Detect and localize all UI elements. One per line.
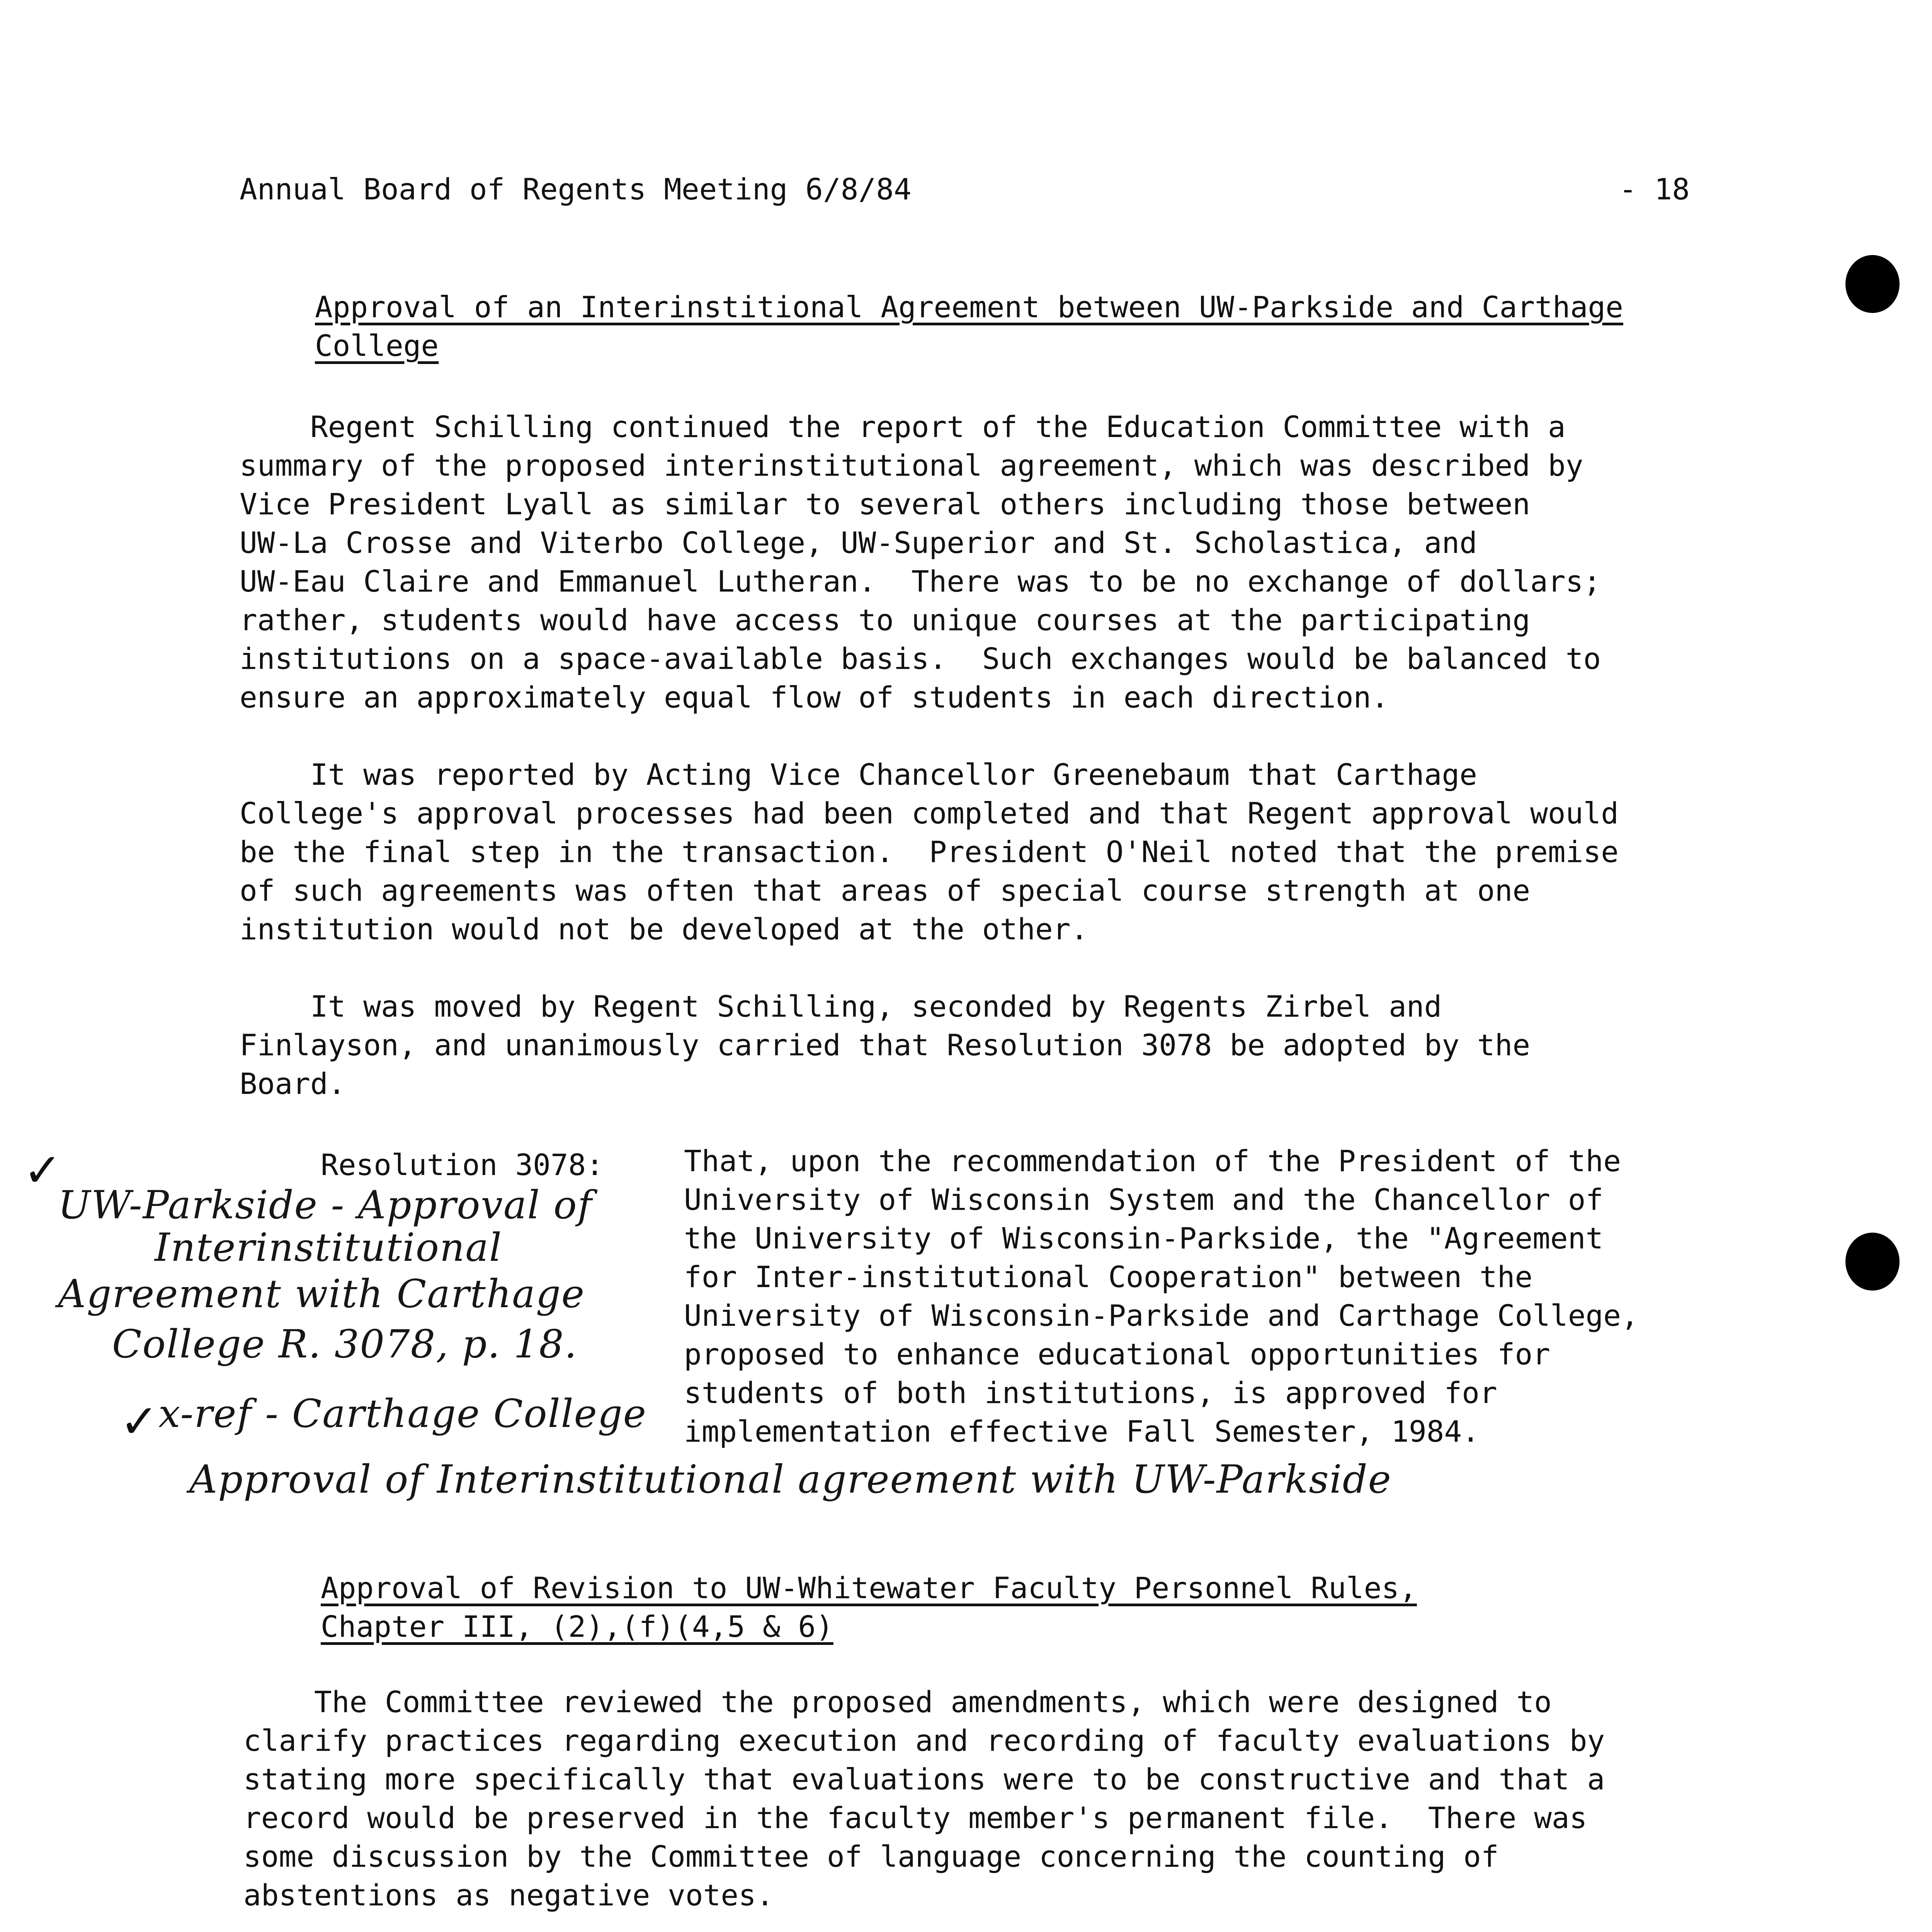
resolution-3078-line: University of Wisconsin-Parkside and Carthage College,: [684, 1298, 1639, 1333]
s1-para1-line: UW-Eau Claire and Emmanuel Lutheran. There was to be no exchange of dollars;: [240, 564, 1601, 599]
section2-heading-line2: Chapter III, (2),(f)(4,5 & 6): [321, 1609, 833, 1644]
handwritten-cross-ref-detail: Approval of Interinstitutional agreement with UW-Parkside: [189, 1457, 1392, 1502]
s2-para1-line: some discussion by the Committee of language concerning the counting of: [243, 1839, 1499, 1874]
s1-para3-line: Board.: [240, 1066, 346, 1101]
s1-para1-line: Regent Schilling continued the report of the Education Committee with a: [240, 410, 1566, 444]
s1-para1-line: institutions on a space-available basis. Such exchanges would be balanced to: [240, 641, 1601, 676]
handwritten-index-line: Agreement with Carthage: [58, 1271, 585, 1316]
s2-para1-line: abstentions as negative votes.: [243, 1878, 774, 1912]
section1-heading-line1: Approval of an Interinstitional Agreement between UW-Parkside and Carthage: [315, 290, 1623, 324]
resolution-3078-line: for Inter-institutional Cooperation" between the: [684, 1260, 1533, 1294]
s1-para1-line: UW-La Crosse and Viterbo College, UW-Superior and St. Scholastica, and: [240, 526, 1477, 560]
s2-para1-line: The Committee reviewed the proposed amendments, which were designed to: [243, 1685, 1552, 1719]
resolution-3078-line: students of both institutions, is approved for: [684, 1376, 1497, 1410]
resolution-3078-label: Resolution 3078:: [321, 1148, 604, 1182]
s1-para2-line: of such agreements was often that areas of special course strength at one: [240, 873, 1531, 908]
s1-para2-line: College's approval processes had been completed and that Regent approval would: [240, 796, 1619, 830]
s1-para1-line: ensure an approximately equal flow of students in each direction.: [240, 680, 1389, 714]
page-header-title: Annual Board of Regents Meeting 6/8/84: [240, 172, 912, 206]
s2-para1-line: clarify practices regarding execution and recording of faculty evaluations by: [243, 1723, 1605, 1758]
s1-para1-line: rather, students would have access to unique courses at the participating: [240, 603, 1531, 637]
s1-para2-line: It was reported by Acting Vice Chancellor Greenebaum that Carthage: [240, 757, 1477, 792]
s1-para2-line: institution would not be developed at the other.: [240, 912, 1088, 946]
handwritten-index-line: College R. 3078, p. 18.: [112, 1321, 578, 1367]
punch-hole-top: [1845, 255, 1900, 313]
resolution-3078-line: the University of Wisconsin-Parkside, the "Agreement: [684, 1221, 1604, 1255]
page-number: - 18: [1619, 172, 1690, 206]
check-mark-icon: ✓: [23, 1144, 62, 1197]
s1-para2-line: be the final step in the transaction. President O'Neil noted that the premise: [240, 835, 1619, 869]
handwritten-index-line: Interinstitutional: [155, 1225, 502, 1270]
check-mark-icon: ✓: [120, 1395, 159, 1449]
section2-heading-line1: Approval of Revision to UW-Whitewater Faculty Personnel Rules,: [321, 1571, 1417, 1605]
resolution-3078-line: implementation effective Fall Semester, 1984.: [684, 1414, 1480, 1449]
s1-para1-line: summary of the proposed interinstitutional agreement, which was described by: [240, 448, 1583, 483]
handwritten-index-line: UW-Parkside - Approval of: [58, 1182, 593, 1228]
handwritten-cross-ref: x-ref - Carthage College: [158, 1391, 647, 1436]
resolution-3078-line: proposed to enhance educational opportunities for: [684, 1337, 1551, 1371]
s2-para1-line: stating more specifically that evaluations were to be constructive and that a: [243, 1762, 1605, 1796]
punch-hole-middle: [1845, 1233, 1900, 1291]
section1-heading-line2: College: [315, 328, 439, 363]
resolution-3078-line: University of Wisconsin System and the Chancellor of: [684, 1182, 1604, 1217]
s2-para1-line: record would be preserved in the faculty member's permanent file. There was: [243, 1801, 1587, 1835]
s1-para3-line: It was moved by Regent Schilling, seconded by Regents Zirbel and: [240, 989, 1442, 1024]
s1-para1-line: Vice President Lyall as similar to several others including those between: [240, 487, 1531, 521]
resolution-3078-line: That, upon the recommendation of the President of the: [684, 1144, 1621, 1178]
s1-para3-line: Finlayson, and unanimously carried that Resolution 3078 be adopted by the: [240, 1028, 1531, 1062]
